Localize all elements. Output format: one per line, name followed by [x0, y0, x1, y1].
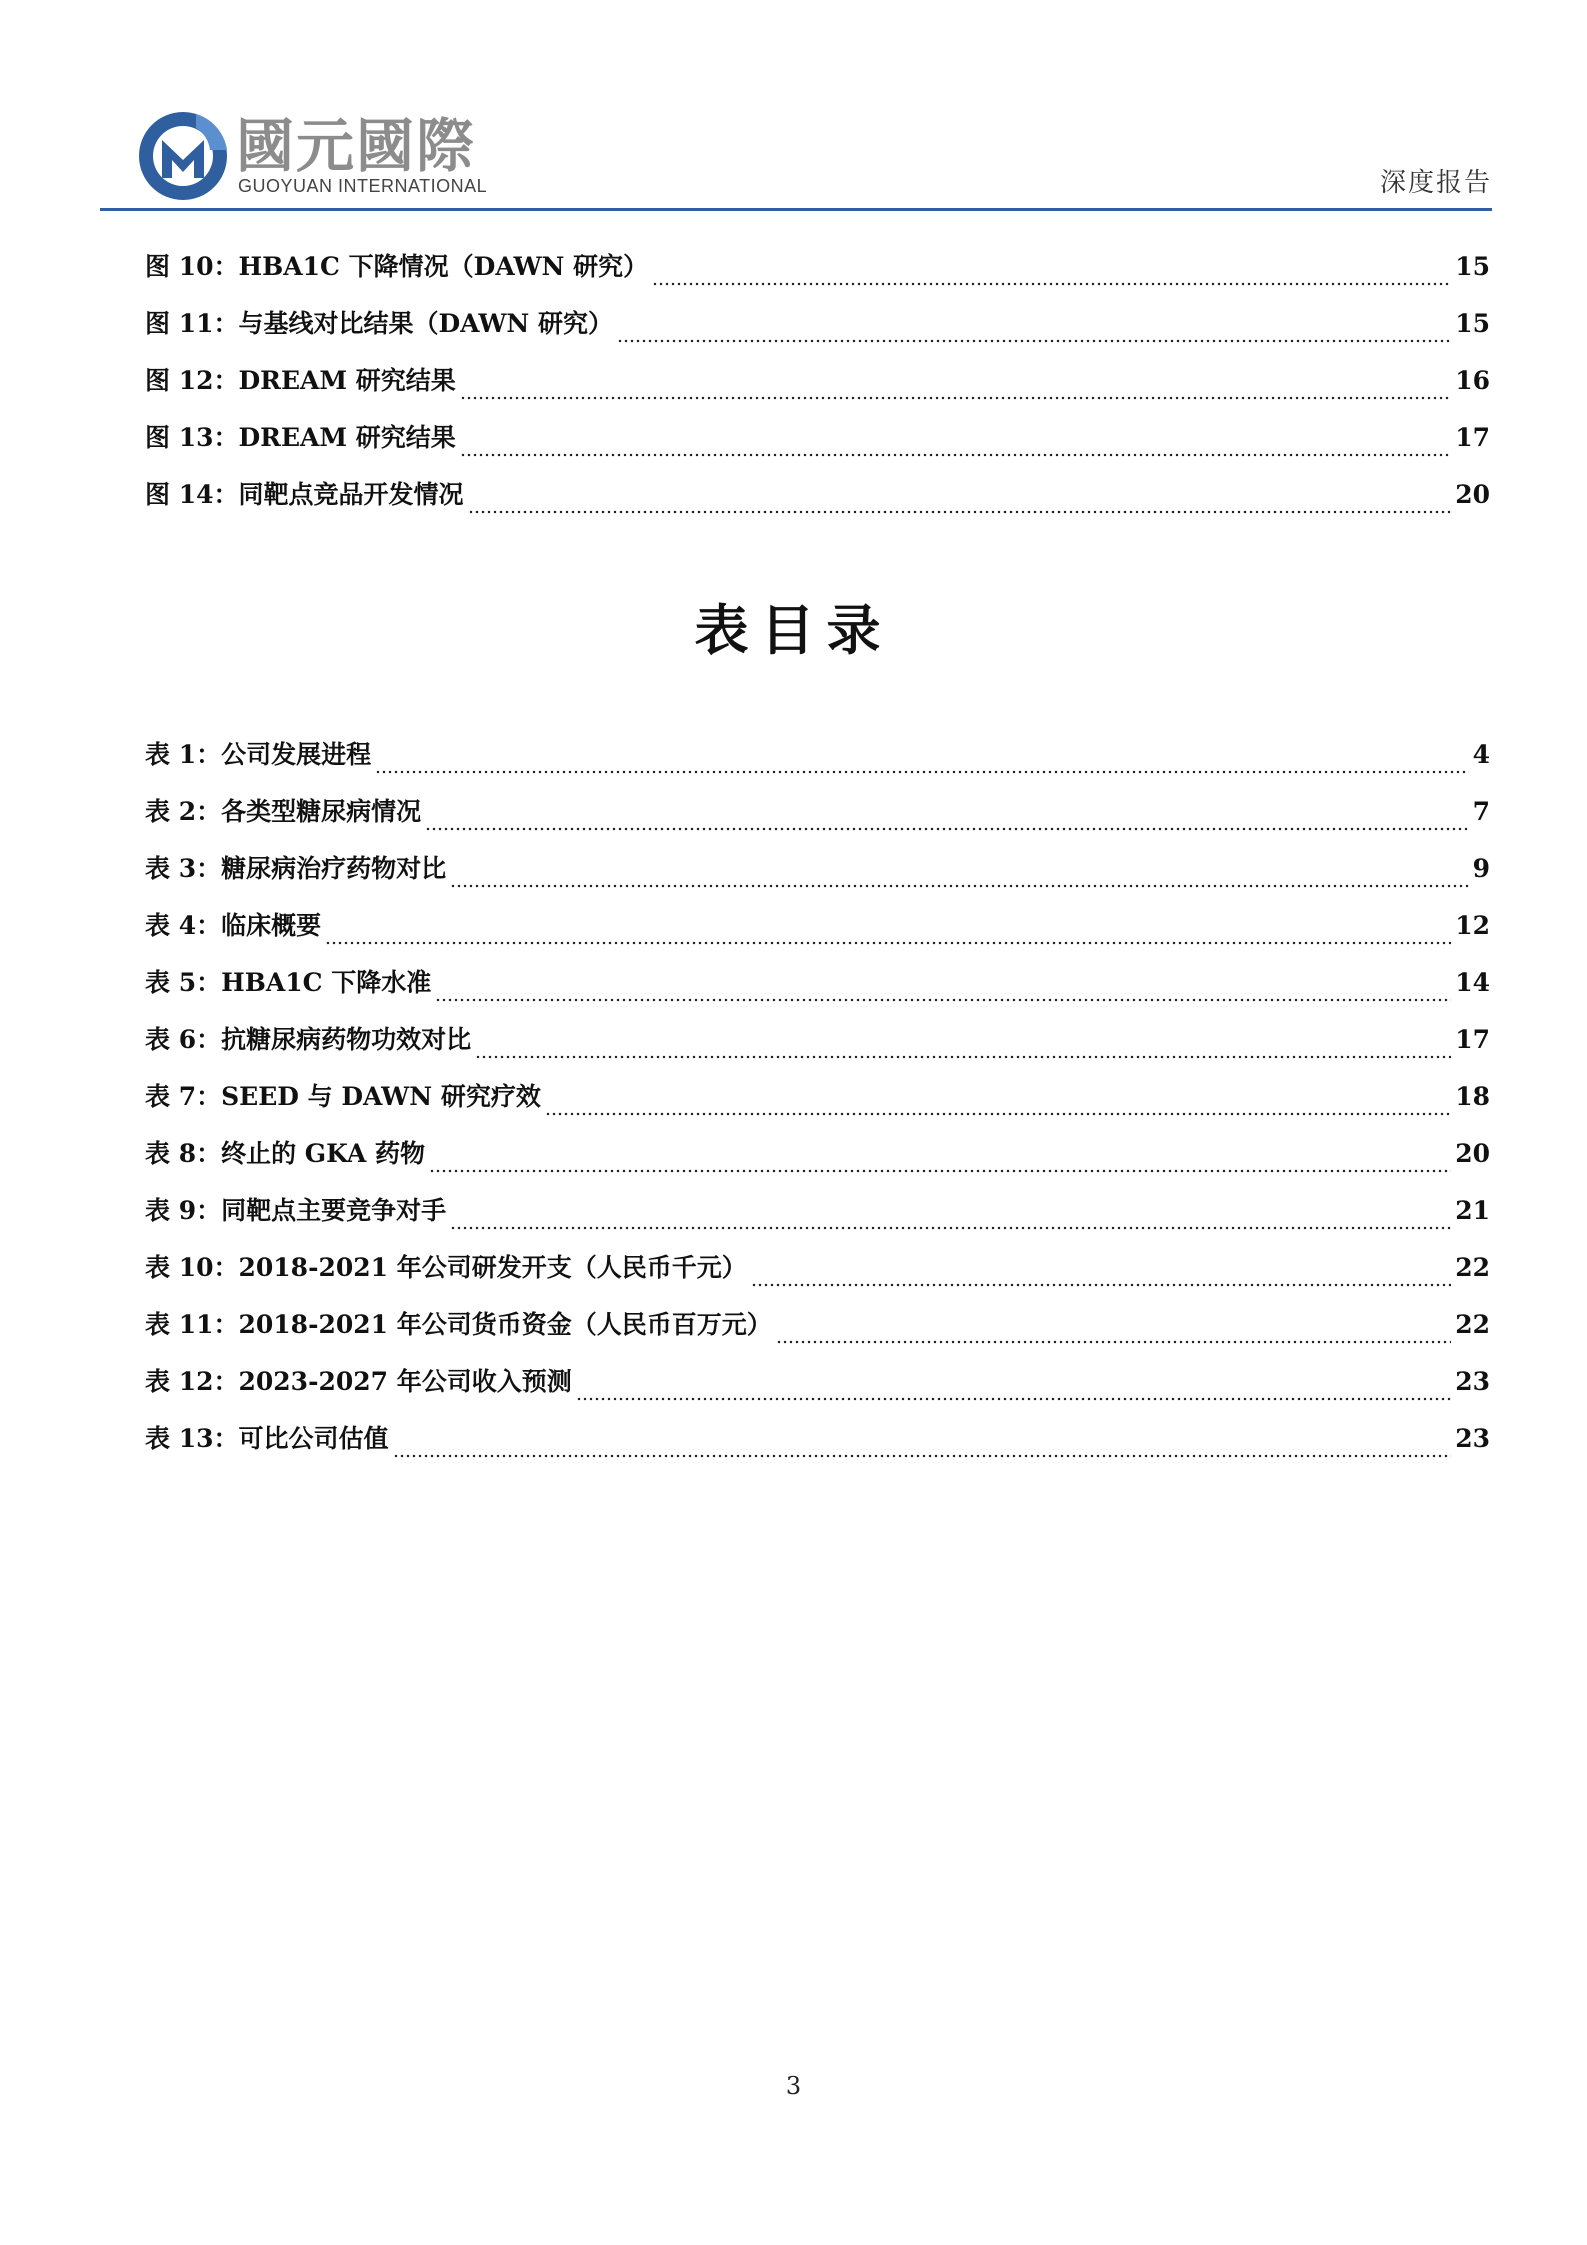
header-divider [100, 208, 1492, 211]
toc-dot-leader [545, 1112, 1451, 1116]
toc-entry-label: 表 9：同靶点主要竞争对手 [145, 1196, 447, 1225]
toc-entry-label: 图 10：HBA1C 下降情况（DAWN 研究） [145, 252, 649, 281]
toc-entry[interactable] [145, 247, 1490, 304]
toc-entry-label: 表 11：2018-2021 年公司货币资金（人民币百万元） [145, 1310, 772, 1339]
toc-entry-label: 表 13：可比公司估值 [145, 1424, 389, 1453]
toc-dot-leader [450, 1226, 1451, 1230]
toc-dot-leader [450, 884, 1468, 888]
toc-dot-leader [325, 941, 1451, 945]
toc-entry-page: 4 [1472, 740, 1490, 769]
toc-dot-leader [393, 1454, 1452, 1458]
page-number: 3 [785, 2072, 802, 2100]
toc-dot-leader [576, 1397, 1451, 1401]
toc-entry-page: 21 [1455, 1196, 1490, 1225]
toc-dot-leader [468, 510, 1452, 514]
toc-entry[interactable] [145, 906, 1490, 963]
toc-entry[interactable] [145, 475, 1490, 532]
toc-entry[interactable] [145, 304, 1490, 361]
toc-entry[interactable] [145, 963, 1490, 1020]
toc-dot-leader [460, 396, 1451, 400]
toc-entry-label: 表 2：各类型糖尿病情况 [145, 797, 422, 826]
toc-dot-leader [435, 998, 1451, 1002]
toc-entry[interactable] [145, 1305, 1490, 1362]
toc-entry-label: 图 11：与基线对比结果（DAWN 研究） [145, 309, 613, 338]
toc-dot-leader [475, 1055, 1451, 1059]
brand-name-cn: 國元國際 [236, 112, 477, 180]
toc-entry-label: 表 5：HBA1C 下降水准 [145, 968, 432, 997]
toc-entry-label: 表 1：公司发展进程 [145, 740, 372, 769]
toc-entry-label: 表 4：临床概要 [145, 911, 322, 940]
table-toc-title: 表目录 [694, 598, 893, 662]
toc-entry[interactable] [145, 1020, 1490, 1077]
toc-dot-leader [375, 770, 1468, 774]
page-header [136, 110, 1492, 210]
toc-entry[interactable] [145, 1362, 1490, 1419]
toc-entry[interactable] [145, 792, 1490, 849]
toc-entry-page: 15 [1455, 252, 1490, 281]
toc-dot-leader [460, 453, 1451, 457]
toc-entry-page: 22 [1455, 1253, 1490, 1282]
toc-dot-leader [652, 282, 1451, 286]
figure-toc [145, 247, 1490, 532]
toc-dot-leader [429, 1169, 1451, 1173]
toc-entry-label: 表 8：终止的 GKA 药物 [145, 1139, 425, 1168]
toc-entry-label: 表 3：糖尿病治疗药物对比 [145, 854, 447, 883]
toc-entry-label: 图 12：DREAM 研究结果 [145, 366, 456, 395]
toc-dot-leader [617, 339, 1451, 343]
toc-entry-page: 7 [1472, 797, 1490, 826]
toc-entry[interactable] [145, 849, 1490, 906]
toc-entry-page: 20 [1455, 480, 1490, 509]
toc-entry-page: 23 [1455, 1367, 1490, 1396]
toc-entry-label: 表 7：SEED 与 DAWN 研究疗效 [145, 1082, 541, 1111]
toc-entry-page: 12 [1455, 911, 1490, 940]
table-toc [145, 735, 1490, 1476]
toc-entry[interactable] [145, 735, 1490, 792]
toc-entry-page: 17 [1455, 423, 1490, 452]
toc-entry-page: 16 [1455, 366, 1490, 395]
toc-entry-label: 图 13：DREAM 研究结果 [145, 423, 456, 452]
toc-entry[interactable] [145, 1419, 1490, 1476]
toc-entry[interactable] [145, 418, 1490, 475]
toc-entry-page: 23 [1455, 1424, 1490, 1453]
toc-entry-page: 15 [1455, 309, 1490, 338]
toc-entry-label: 表 10：2018-2021 年公司研发开支（人民币千元） [145, 1253, 747, 1282]
toc-dot-leader [776, 1340, 1451, 1344]
toc-dot-leader [425, 827, 1468, 831]
toc-entry-page: 20 [1455, 1139, 1490, 1168]
toc-entry-page: 17 [1455, 1025, 1490, 1054]
toc-entry[interactable] [145, 361, 1490, 418]
toc-entry-label: 表 6：抗糖尿病药物功效对比 [145, 1025, 472, 1054]
toc-entry-page: 14 [1455, 968, 1490, 997]
toc-entry-label: 图 14：同靶点竞品开发情况 [145, 480, 464, 509]
guoyuan-logo-icon [136, 110, 231, 202]
toc-entry-page: 9 [1472, 854, 1490, 883]
report-type-label: 深度报告 [1379, 168, 1492, 198]
toc-entry-label: 表 12：2023-2027 年公司收入预测 [145, 1367, 572, 1396]
toc-entry[interactable] [145, 1248, 1490, 1305]
toc-entry-page: 18 [1455, 1082, 1490, 1111]
toc-entry[interactable] [145, 1134, 1490, 1191]
toc-dot-leader [751, 1283, 1451, 1287]
brand-name-en: GUOYUAN INTERNATIONAL [238, 176, 488, 196]
toc-entry[interactable] [145, 1077, 1490, 1134]
toc-entry[interactable] [145, 1191, 1490, 1248]
toc-entry-page: 22 [1455, 1310, 1490, 1339]
